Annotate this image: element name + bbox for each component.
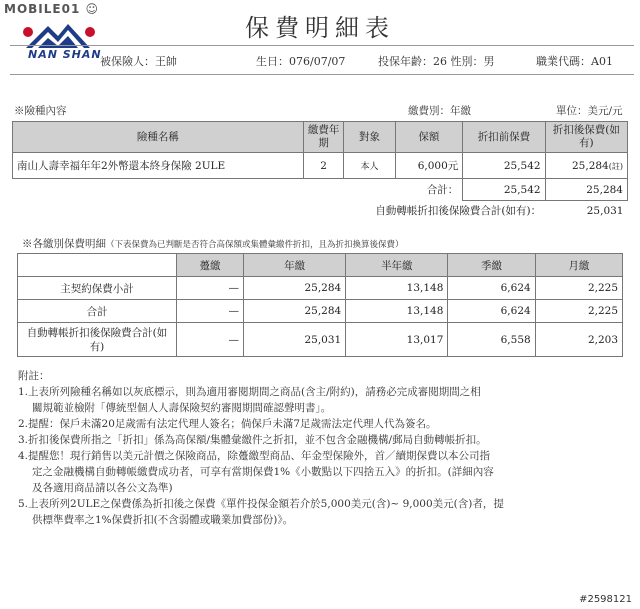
- col-header: 年繳: [244, 254, 346, 277]
- divider: [10, 74, 634, 75]
- smiley-icon: ☺: [85, 2, 99, 16]
- auto-label: 自動轉帳折扣後保險費合計(如有)：: [375, 205, 542, 218]
- cell: 2,225: [535, 300, 622, 323]
- cell-years: 2: [303, 153, 344, 179]
- section2-heading: [22, 236, 404, 251]
- cell: 2,225: [535, 277, 622, 300]
- payfreq-field: 繳費別：年繳: [408, 105, 471, 117]
- note-line: 關規範並檢附「傳統型個人人壽保險契約審閱期間確認聲明書」。: [32, 402, 332, 414]
- col-header: 折扣後保費(如有): [545, 122, 627, 153]
- col-header: 躉繳: [177, 254, 244, 277]
- table-auto-row: [13, 201, 628, 221]
- note-line: 供標準費率之1%保費折扣(不含弱體或職業加費部份)》。: [32, 514, 294, 526]
- table-row: [18, 277, 623, 300]
- unit-field: 單位：美元/元: [556, 105, 623, 117]
- note-line: 及各適用商品請以各公文為準): [32, 482, 173, 494]
- cell-post: 25,284(註): [545, 153, 627, 179]
- cell: 6,558: [448, 323, 535, 357]
- table-row: [13, 153, 628, 179]
- cell: 6,624: [448, 300, 535, 323]
- notes-heading: 附註：: [18, 370, 50, 382]
- col-header: 半年繳: [346, 254, 448, 277]
- notes: [18, 368, 628, 528]
- insured-field: 被保險人：王帥: [100, 55, 177, 68]
- total-pre: 25,542: [463, 179, 545, 201]
- total-post: 25,284: [545, 179, 627, 201]
- age-sex-field: 投保年齡：26 性別：男: [378, 55, 495, 68]
- watermark: MOBILE01 ☺: [4, 2, 99, 16]
- cell: 6,624: [448, 277, 535, 300]
- col-header: 季繳: [448, 254, 535, 277]
- section2-note: （下表保費為已判斷是否符合高保額或集體彙繳件折扣，且為折扣換算後保費）: [106, 240, 404, 250]
- row-label: 主契約保費小計: [18, 277, 177, 300]
- cell: —: [177, 300, 244, 323]
- table-row: [18, 323, 623, 357]
- birth-field: 生日：076/07/07: [256, 55, 346, 68]
- col-header: 對象: [344, 122, 395, 153]
- col-header: 保額: [395, 122, 463, 153]
- note-line: 4.提醒您！現行銷售以美元計價之保險商品，除躉繳型商品、年金型保險外，首／續期保費以本公司指: [18, 450, 491, 462]
- cell: —: [177, 277, 244, 300]
- note-line: 3.折扣後保費所指之「折扣」係為高保額/集體彙繳件之折扣，並不包含金融機構/郵局自動轉帳折扣。: [18, 434, 487, 446]
- logo-text: NAN SHAN: [28, 48, 102, 61]
- job-field: 職業代碼：A01: [536, 55, 613, 68]
- premium-table: [17, 253, 623, 357]
- table-header-row: [13, 122, 628, 153]
- cell-amount: 6,000元: [395, 153, 463, 179]
- table-total-row: [13, 179, 628, 201]
- row-label: 自動轉帳折扣後保險費合計(如有): [18, 323, 177, 357]
- cell-target: 本人: [344, 153, 395, 179]
- cell-name: 南山人壽幸福年年2外幣還本終身保險 2ULE: [13, 153, 304, 179]
- watermark-id: #2598121: [579, 594, 632, 605]
- cell: 25,031: [244, 323, 346, 357]
- cell: —: [177, 323, 244, 357]
- note-line: 定之金融機構自動轉帳繳費成功者，可享有當期保費1%《小數點以下四捨五入》的折扣。(詳細內容: [32, 466, 494, 478]
- page-title: 保費明細表: [245, 14, 395, 42]
- table-row: [18, 300, 623, 323]
- note-line: 2.提醒：保戶未滿20足歲需有法定代理人簽名；倘保戶未滿7足歲需法定代理人代為簽名。: [18, 418, 437, 430]
- cell: 25,284: [244, 300, 346, 323]
- row-label: 合計: [18, 300, 177, 323]
- section-title: ※險種內容: [14, 105, 67, 117]
- col-header: [18, 254, 177, 277]
- cell: 13,148: [346, 277, 448, 300]
- section2-title: ※各繳別保費明細: [22, 238, 106, 250]
- cell: 13,017: [346, 323, 448, 357]
- col-header: 繳費年期: [303, 122, 344, 153]
- col-header: 折扣前保費: [463, 122, 545, 153]
- table-header-row: [18, 254, 623, 277]
- cell-pre: 25,542: [463, 153, 545, 179]
- note-line: 1.上表所列險種名稱如以灰底標示，則為適用審閱期間之商品(含主/附約)，請務必完成審閱期間之相: [18, 386, 481, 398]
- cell: 2,203: [535, 323, 622, 357]
- col-header: 險種名稱: [13, 122, 304, 153]
- divider: [10, 45, 634, 46]
- auto-value: 25,031: [586, 204, 624, 217]
- cell: 25,284: [244, 277, 346, 300]
- cell: 13,148: [346, 300, 448, 323]
- note-line: 5.上表所列2ULE之保費係為折扣後之保費《單件投保金額若介於5,000美元(含)~ 9,000美元(含)者，提: [18, 498, 504, 510]
- total-label: 合計：: [13, 179, 463, 201]
- coverage-table: [12, 121, 628, 221]
- col-header: 月繳: [535, 254, 622, 277]
